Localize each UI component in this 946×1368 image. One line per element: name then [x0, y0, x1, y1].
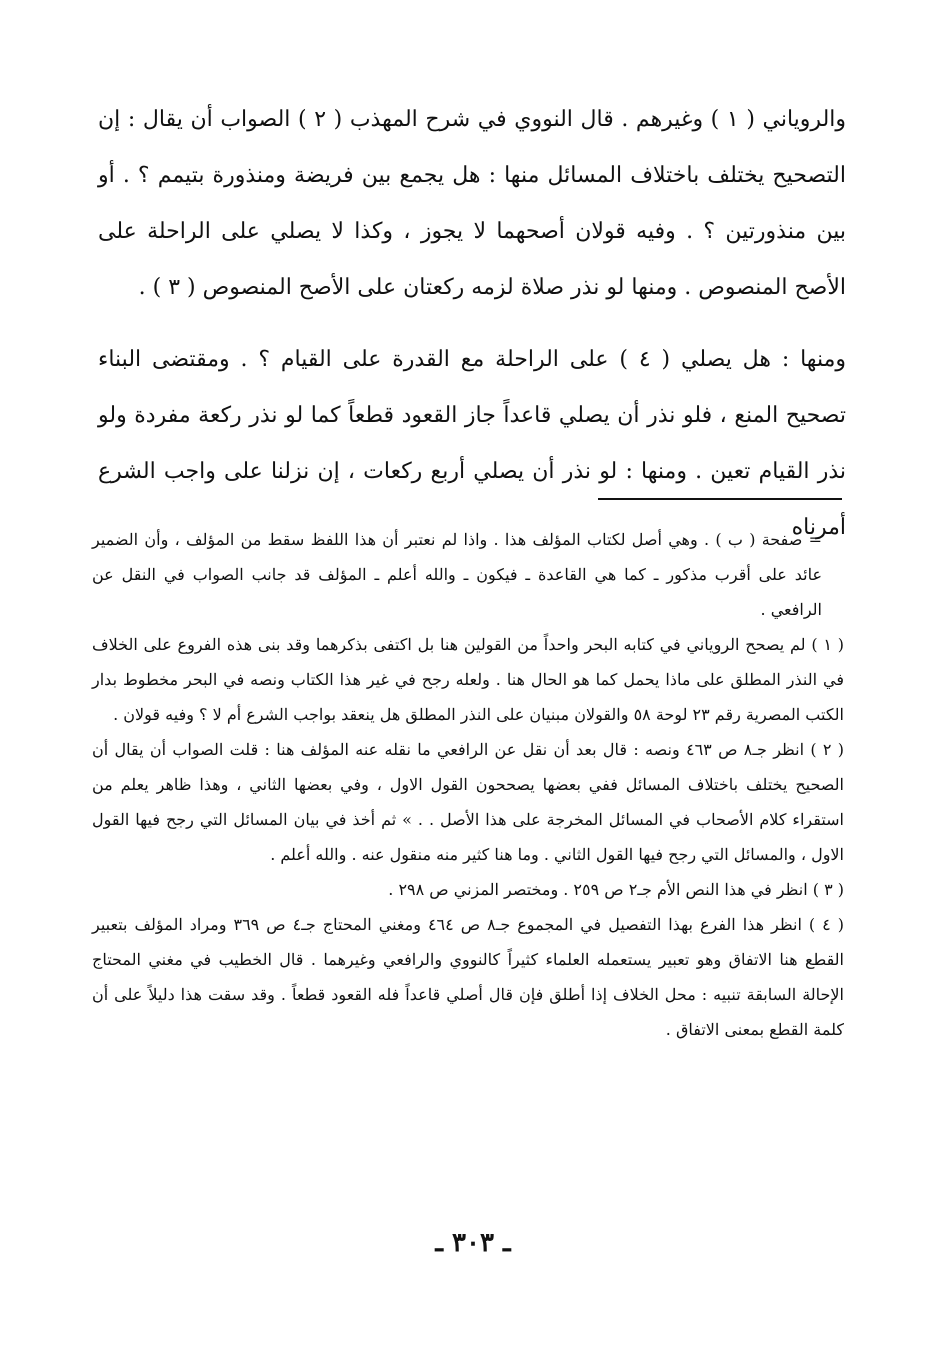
footnotes [92, 522, 844, 1047]
main-text [98, 92, 846, 556]
footnote-continuation: = صفحة ( ب ) . وهي أصل لكتاب المؤلف هذا . واذا لم نعتبر أن هذا اللفظ سقط من المؤلف ، وأن الضمير عائد على أقرب مذكور ـ كما هي القاعدة ـ فيكون ـ والله أعلم ـ المؤلف قد جانب الصواب في النقل عن الرافعي . [92, 530, 822, 619]
footnote-4: ( ٤ ) انظر هذا الفرع بهذا التفصيل في المجموع جـ٨ ص ٤٦٤ ومغني المحتاج جـ٤ ص ٣٦٩ ومراد المؤلف بتعبير القطع هنا الاتفاق وهو تعبير يستعمله العلماء كثيراً كالنووي والرافعي وغيرهما . قال الخطيب في مغني المحتاج الإحالة السابقة تنبيه : محل الخلاف إذا أطلق فإن قال أصلي قاعداً فله القعود قطعاً . وقد سقت هذا دليلاً على أن كلمة القطع بمعنى الاتفاق . [92, 915, 845, 1039]
main-paragraph-2: ومنها : هل يصلي ( ٤ ) على الراحلة مع القدرة على القيام ؟ . ومقتضى البناء تصحيح المنع ، فلو نذر أن يصلي قاعداً جاز القعود قطعاً كما لو نذر ركعة مفردة ولو نذر القيام تعين . ومنها : لو نذر أن يصلي أربع ركعات ، إن نزلنا على واجب الشرع أمرناه [98, 347, 846, 540]
footnote-2: ( ٢ ) انظر جـ٨ ص ٤٦٣ ونصه : قال بعد أن نقل عن الرافعي ما نقله عنه المؤلف هنا : قلت الصواب أن يقال أن الصحيح يختلف باختلاف المسائل ففي بعضها يصححون القول الاول ، وفي بعضها الثاني ، وهذا ظاهر يعلم من استقراء كلام الأصحاب في المسائل المخرجة على هذا الأصل . . » ثم أخذ في بيان المسائل التي رجح فيها القول الاول ، والمسائل التي رجح فيها القول الثاني . وما هنا كثير منه منقول عنه . والله أعلم . [92, 740, 845, 864]
footnote-divider [598, 498, 842, 500]
footnote-3: ( ٣ ) انظر في هذا النص الأم جـ٢ ص ٢٥٩ . ومختصر المزني ص ٢٩٨ . [388, 880, 844, 899]
footnote-1: ( ١ ) لم يصحح الروياني في كتابه البحر واحداً من القولين هنا بل اكتفى بذكرهما وقد بنى هذه الفروع على الخلاف في النذر المطلق على ماذا يحمل كما هو الحال هنا . ولعله رجح في غير هذا الكتاب ونصه في البحر مخطوط بدار الكتب المصرية رقم ٢٣ لوحة ٥٨ والقولان مبنيان على النذر المطلق هل ينعقد بواجب الشرع أم لا ؟ وفيه قولان . [92, 635, 845, 724]
page-number: ـ ٣٠٣ ـ [435, 1228, 511, 1258]
main-paragraph-1: والروياني ( ١ ) وغيرهم . قال النووي في شرح المهذب ( ٢ ) الصواب أن يقال : إن التصحيح يختلف باختلاف المسائل منها : هل يجمع بين فريضة ومنذورة بتيمم ؟ . أو بين منذورتين ؟ . وفيه قولان أصحهما لا يجوز ، وكذا لا يصلي على الراحلة على الأصح المنصوص . ومنها لو نذر صلاة لزمه ركعتان على الأصح المنصوص ( ٣ ) . [98, 107, 847, 300]
